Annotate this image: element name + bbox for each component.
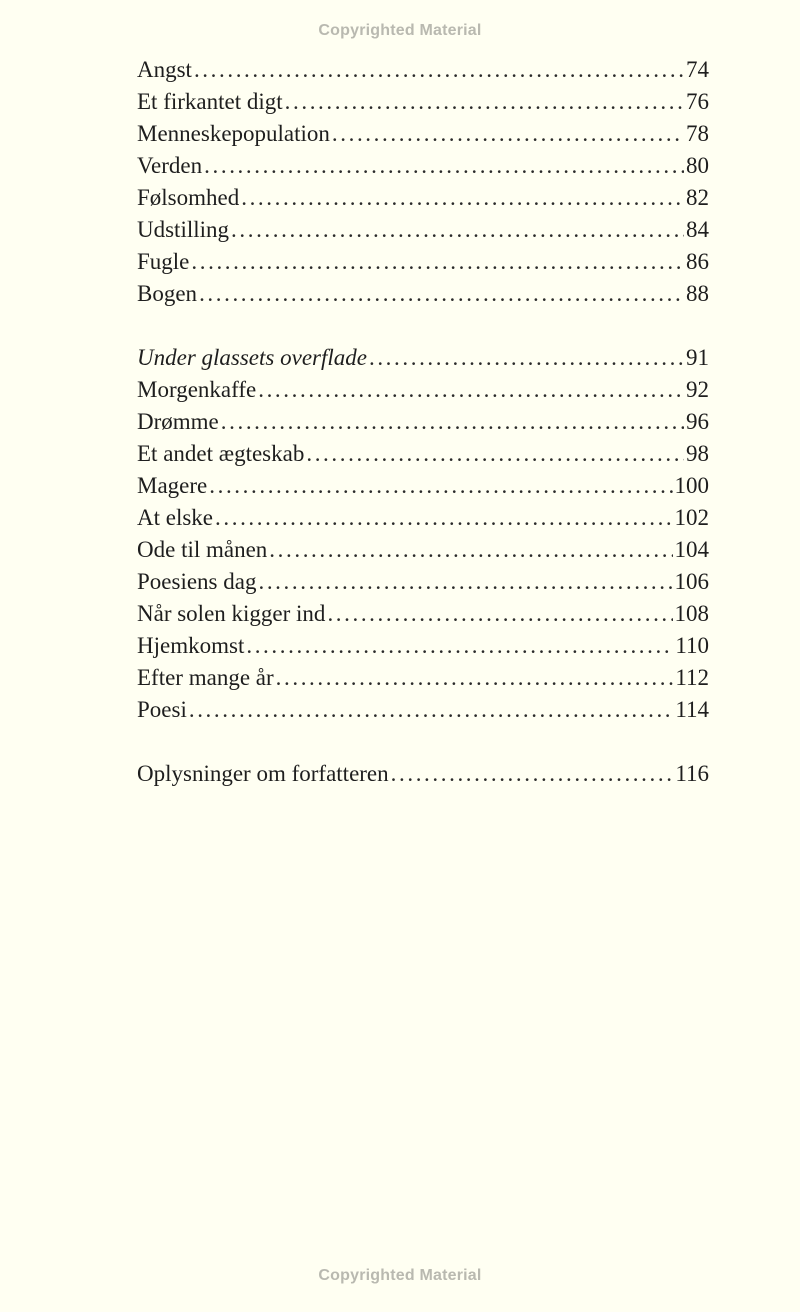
- toc-entry: [137, 694, 709, 726]
- toc-entry-page: 84: [686, 217, 709, 242]
- dot-leader: [258, 374, 684, 406]
- toc-entry-page: 114: [675, 697, 709, 722]
- dot-leader: [327, 598, 672, 630]
- toc-entry-page: 112: [675, 665, 709, 690]
- dot-leader: [285, 86, 684, 118]
- toc-entry-title: Morgenkaffe: [137, 377, 257, 402]
- toc-entry-title: Angst: [137, 57, 192, 82]
- dot-leader: [209, 470, 672, 502]
- toc-entry: [137, 470, 709, 502]
- toc-section-heading: [137, 342, 709, 374]
- dot-leader: [332, 118, 684, 150]
- toc-entry-page: 110: [675, 633, 709, 658]
- toc-entry-page: 74: [686, 57, 709, 82]
- dot-leader: [258, 566, 672, 598]
- toc-entry: [137, 214, 709, 246]
- dot-leader: [231, 214, 684, 246]
- toc-entry-page: 80: [686, 153, 709, 178]
- toc-entry-page: 91: [686, 345, 709, 370]
- toc-entry-title: Hjemkomst: [137, 633, 245, 658]
- toc-entry: [137, 598, 709, 630]
- toc-entry: [137, 54, 709, 86]
- toc-entry-page: 76: [686, 89, 709, 114]
- toc-entry-page: 88: [686, 281, 709, 306]
- toc-section-3: [137, 758, 709, 790]
- toc-entry: [137, 246, 709, 278]
- dot-leader: [204, 150, 684, 182]
- dot-leader: [221, 406, 684, 438]
- dot-leader: [391, 758, 674, 790]
- watermark-top: Copyrighted Material: [318, 22, 482, 39]
- toc-entry: [137, 182, 709, 214]
- table-of-contents: [137, 54, 709, 790]
- toc-entry: [137, 374, 709, 406]
- toc-entry-page: 78: [686, 121, 709, 146]
- toc-entry-page: 108: [674, 601, 709, 626]
- toc-entry: [137, 438, 709, 470]
- toc-entry-page: 92: [686, 377, 709, 402]
- toc-entry-title: Et andet ægteskab: [137, 441, 305, 466]
- toc-entry: [137, 150, 709, 182]
- toc-entry-page: 86: [686, 249, 709, 274]
- toc-entry: [137, 406, 709, 438]
- dot-leader: [306, 438, 684, 470]
- toc-entry-title: Drømme: [137, 409, 219, 434]
- toc-entry: [137, 502, 709, 534]
- toc-entry: [137, 118, 709, 150]
- dot-leader: [269, 534, 672, 566]
- toc-entry: [137, 566, 709, 598]
- toc-entry-page: 96: [686, 409, 709, 434]
- toc-entry-title: Udstilling: [137, 217, 230, 242]
- toc-entry-page: 104: [674, 537, 709, 562]
- toc-entry-page: 116: [675, 761, 709, 786]
- toc-entry-title: At elske: [137, 505, 214, 530]
- toc-entry-title: Menneskepopulation: [137, 121, 330, 146]
- toc-entry-title: Følsomhed: [137, 185, 240, 210]
- toc-entry-page: 106: [674, 569, 709, 594]
- dot-leader: [369, 342, 684, 374]
- toc-entry-title: Når solen kigger ind: [137, 601, 326, 626]
- toc-entry: [137, 662, 709, 694]
- dot-leader: [241, 182, 684, 214]
- toc-entry: [137, 86, 709, 118]
- toc-section-2: [137, 342, 709, 726]
- toc-entry-title: Poesi: [137, 697, 187, 722]
- toc-entry-title: Efter mange år: [137, 665, 274, 690]
- dot-leader: [215, 502, 672, 534]
- dot-leader: [199, 278, 684, 310]
- toc-entry: [137, 630, 709, 662]
- toc-entry-title: Fugle: [137, 249, 190, 274]
- toc-entry-title: Verden: [137, 153, 203, 178]
- toc-entry-title: Poesiens dag: [137, 569, 257, 594]
- toc-entry-title: Oplysninger om forfatteren: [137, 761, 389, 786]
- toc-entry-title: Et firkantet digt: [137, 89, 283, 114]
- toc-entry-title: Under glassets overflade: [137, 345, 367, 370]
- dot-leader: [246, 630, 673, 662]
- toc-entry-title: Ode til månen: [137, 537, 268, 562]
- toc-entry: [137, 278, 709, 310]
- toc-entry-page: 82: [686, 185, 709, 210]
- toc-entry-page: 100: [674, 473, 709, 498]
- toc-entry-title: Magere: [137, 473, 208, 498]
- dot-leader: [194, 54, 684, 86]
- toc-entry-page: 102: [674, 505, 709, 530]
- dot-leader: [191, 246, 684, 278]
- toc-section-1: [137, 54, 709, 310]
- dot-leader: [189, 694, 674, 726]
- toc-entry: [137, 534, 709, 566]
- toc-entry: [137, 758, 709, 790]
- dot-leader: [276, 662, 674, 694]
- watermark-bottom: Copyrighted Material: [318, 1267, 482, 1284]
- toc-entry-page: 98: [686, 441, 709, 466]
- toc-entry-title: Bogen: [137, 281, 198, 306]
